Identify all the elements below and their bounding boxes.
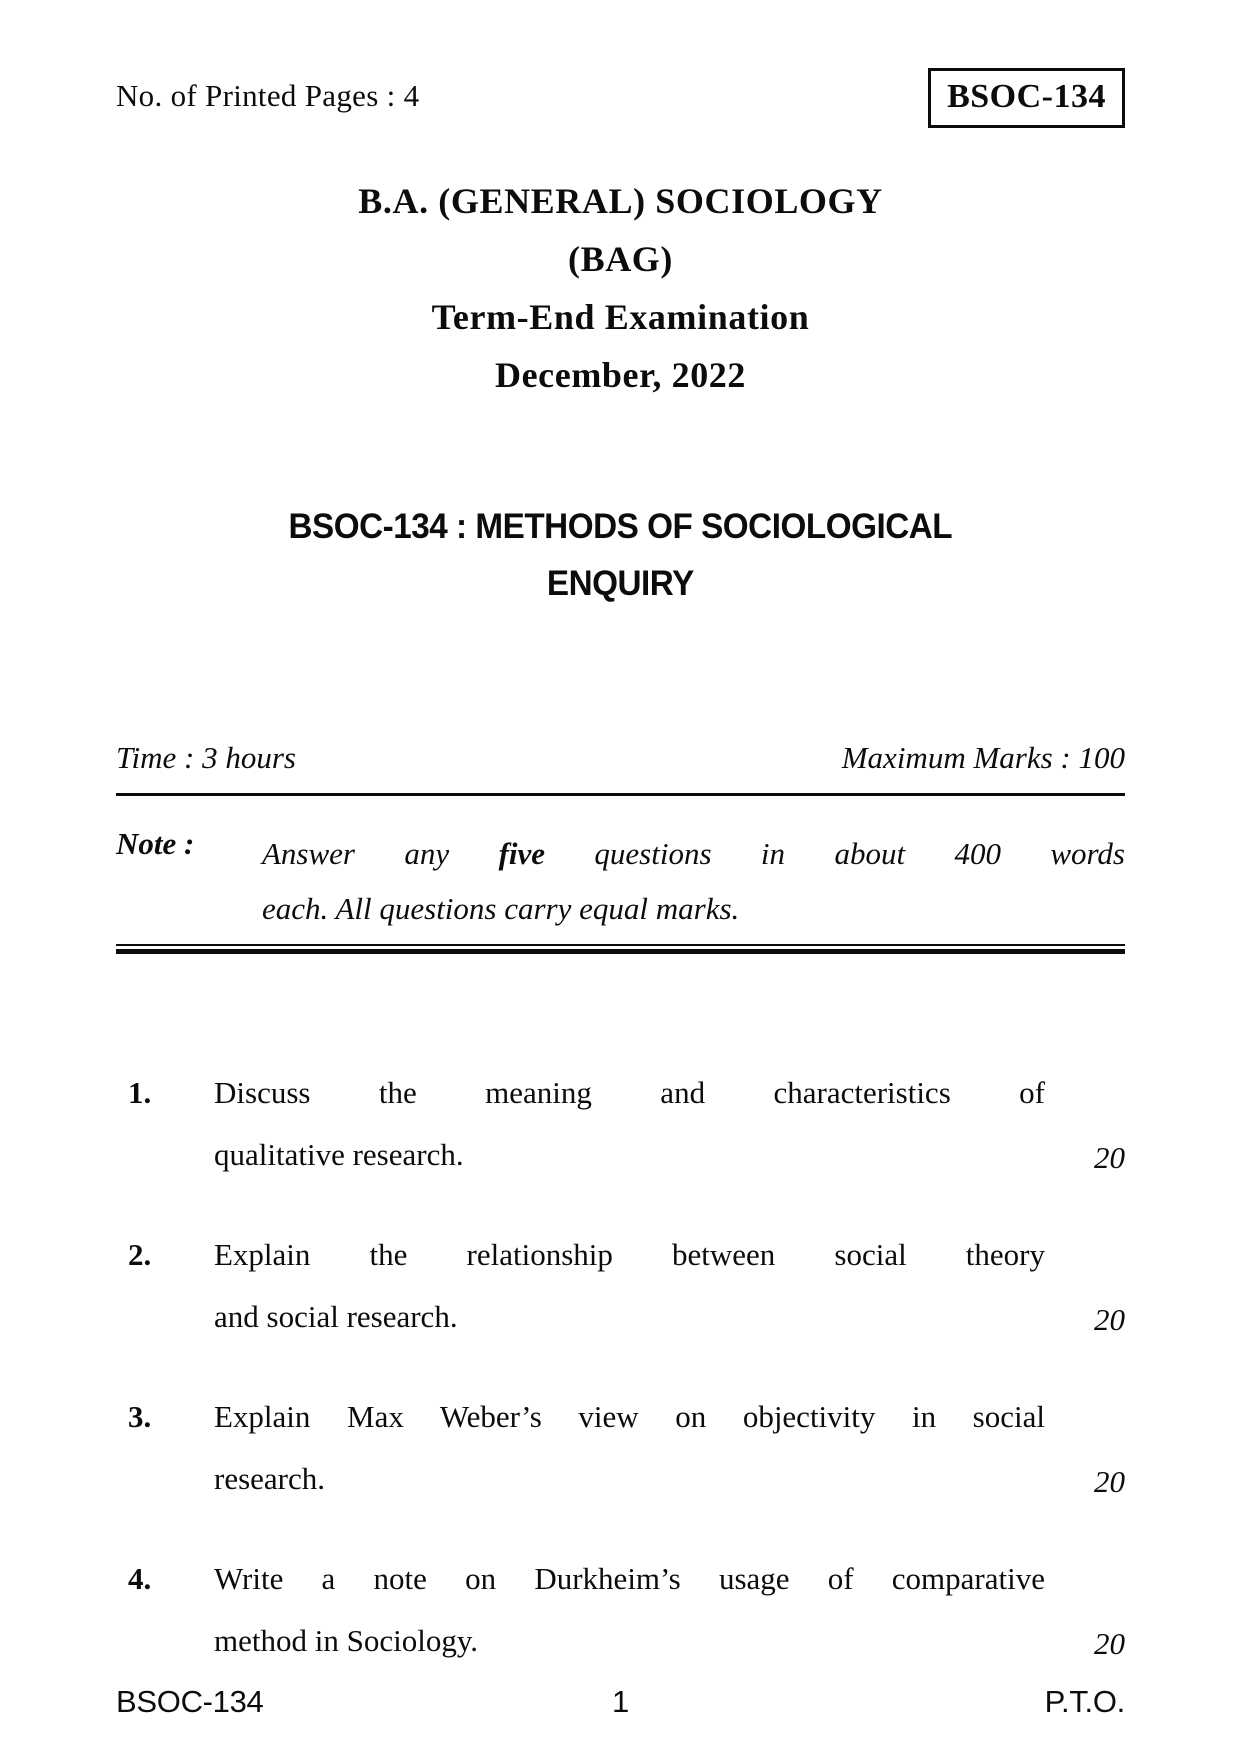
- note-text: Answer any: [262, 836, 499, 871]
- exam-type: Term-End Examination: [431, 297, 810, 337]
- note-line-2: each. All questions carry equal marks.: [262, 891, 740, 926]
- question-number: 2.: [128, 1237, 152, 1272]
- subject-heading-text-2: ENQUIRY: [547, 564, 694, 603]
- horizontal-rule: [116, 793, 1125, 796]
- page-footer: [116, 1684, 1125, 1720]
- note-label: Note :: [116, 826, 195, 861]
- question-text: [214, 1548, 1045, 1672]
- question-text-line: qualitative research.: [214, 1137, 464, 1172]
- page-number: 1: [612, 1684, 629, 1719]
- maximum-marks: Maximum Marks : 100: [841, 740, 1125, 775]
- note-body: [262, 826, 1125, 936]
- instructions-note: [116, 826, 1125, 936]
- question-list: [116, 1062, 1125, 1672]
- question-text-line: Write a note on Durkheim’s usage of comparative: [214, 1561, 1045, 1596]
- question-marks: 20: [1094, 1626, 1125, 1661]
- question-text-line: Explain the relationship between social theory: [214, 1237, 1045, 1272]
- question-number: 1.: [128, 1075, 152, 1110]
- note-text: questions in about 400 words: [545, 836, 1125, 871]
- question-marks: 20: [1094, 1302, 1125, 1337]
- exam-meta-row: [116, 740, 1125, 776]
- subject-heading-text-1: BSOC-134 : METHODS OF SOCIOLOGICAL: [288, 507, 953, 546]
- question-item-1: [116, 1062, 1125, 1186]
- programme-title: [116, 172, 1125, 404]
- programme-name: B.A. (GENERAL) SOCIOLOGY: [358, 181, 883, 221]
- question-text: [214, 1224, 1045, 1348]
- question-text-line: method in Sociology.: [214, 1623, 479, 1658]
- subject-heading: [116, 498, 1125, 612]
- printed-pages-label: No. of Printed Pages : 4: [116, 78, 420, 113]
- question-item-4: [116, 1548, 1125, 1672]
- page-header: [116, 68, 1125, 128]
- question-text-line: and social research.: [214, 1299, 458, 1334]
- question-text-line: Explain Max Weber’s view on objectivity in social: [214, 1399, 1045, 1434]
- note-line-1: [262, 826, 1125, 881]
- question-text-line: Discuss the meaning and characteristics of: [214, 1075, 1045, 1110]
- exam-session: December, 2022: [495, 355, 746, 395]
- question-text: [214, 1386, 1045, 1510]
- time-allowed: Time : 3 hours: [116, 740, 296, 775]
- question-number: 3.: [128, 1399, 152, 1434]
- double-horizontal-rule: [116, 944, 1125, 954]
- question-text-line: research.: [214, 1461, 325, 1496]
- subject-heading-line: [116, 498, 1125, 555]
- pto-label: P.T.O.: [1044, 1684, 1125, 1719]
- question-marks: 20: [1094, 1140, 1125, 1175]
- programme-abbreviation: (BAG): [568, 239, 673, 279]
- question-item-3: [116, 1386, 1125, 1510]
- subject-heading-line: [116, 555, 1125, 612]
- question-text: [214, 1062, 1045, 1186]
- question-number: 4.: [128, 1561, 152, 1596]
- footer-course-code: BSOC-134: [116, 1684, 264, 1719]
- question-item-2: [116, 1224, 1125, 1348]
- question-marks: 20: [1094, 1464, 1125, 1499]
- course-code-box: BSOC-134: [928, 68, 1125, 128]
- note-emphasis: five: [498, 836, 546, 871]
